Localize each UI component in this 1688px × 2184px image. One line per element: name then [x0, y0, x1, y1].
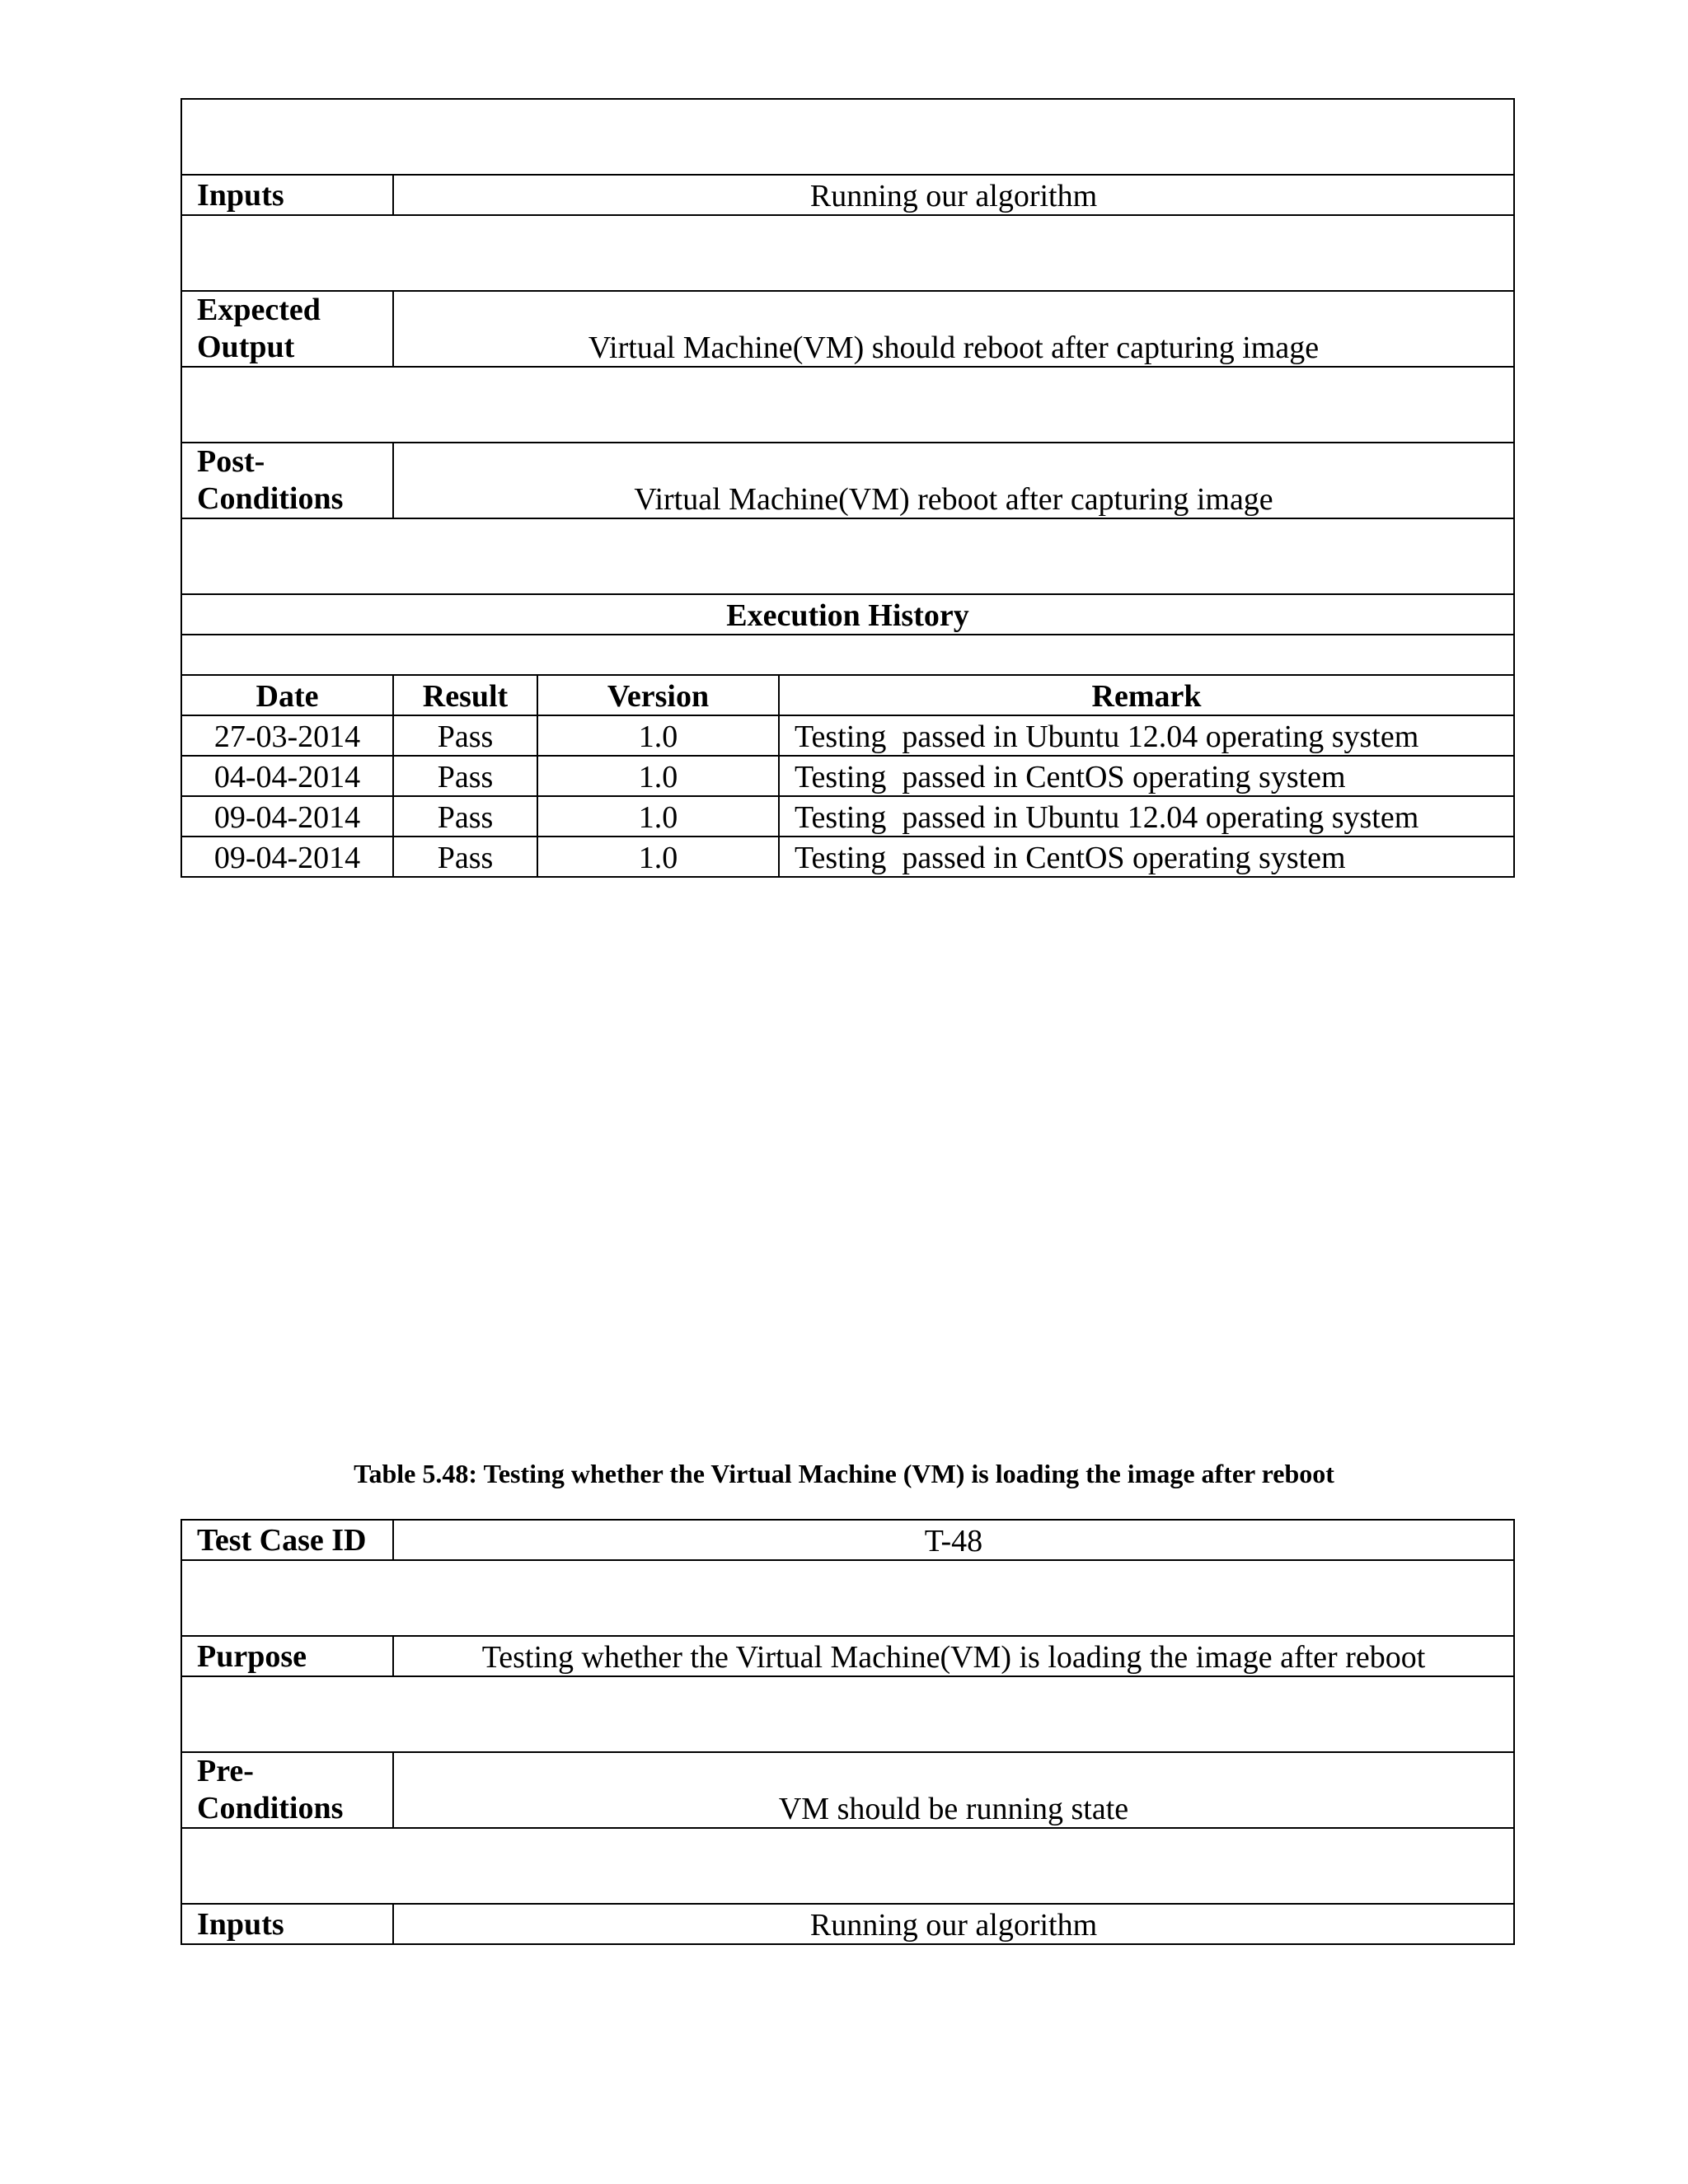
history-version: 1.0	[537, 796, 779, 837]
test-case-id-row	[181, 1520, 1514, 1560]
expected-output-row	[181, 291, 1514, 367]
blank-row	[181, 518, 1514, 594]
blank-row	[181, 367, 1514, 443]
history-result: Pass	[393, 715, 537, 756]
pre-conditions-label: Pre- Conditions	[181, 1752, 393, 1828]
history-version: 1.0	[537, 837, 779, 877]
history-version: 1.0	[537, 756, 779, 796]
test-case-table-t48	[181, 1519, 1515, 1945]
history-row	[181, 756, 1514, 796]
expected-output-value: Virtual Machine(VM) should reboot after capturing image	[393, 291, 1514, 367]
history-row	[181, 837, 1514, 877]
history-header-version: Version	[537, 675, 779, 715]
history-date: 27-03-2014	[181, 715, 393, 756]
inputs-row	[181, 1904, 1514, 1944]
pre-conditions-value: VM should be running state	[393, 1752, 1514, 1828]
post-conditions-row	[181, 443, 1514, 518]
history-header-row	[181, 675, 1514, 715]
purpose-label: Purpose	[181, 1636, 393, 1676]
blank-row	[181, 1560, 1514, 1636]
table-caption: Table 5.48: Testing whether the Virtual Machine (VM) is loading the image after reboot	[354, 1459, 1334, 1488]
history-header-date: Date	[181, 675, 393, 715]
test-case-id-value: T-48	[393, 1520, 1514, 1560]
history-version: 1.0	[537, 715, 779, 756]
history-remark: Testing passed in Ubuntu 12.04 operating system	[779, 715, 1514, 756]
history-remark: Testing passed in CentOS operating system	[779, 837, 1514, 877]
history-result: Pass	[393, 796, 537, 837]
inputs-label: Inputs	[181, 175, 393, 215]
blank-row	[181, 99, 1514, 175]
test-case-id-label: Test Case ID	[181, 1520, 393, 1560]
history-date: 09-04-2014	[181, 796, 393, 837]
history-result: Pass	[393, 756, 537, 796]
inputs-label: Inputs	[181, 1904, 393, 1944]
history-row	[181, 715, 1514, 756]
history-remark: Testing passed in CentOS operating system	[779, 756, 1514, 796]
test-case-table-continued	[181, 98, 1515, 878]
blank-row-small	[181, 635, 1514, 675]
history-header-remark: Remark	[779, 675, 1514, 715]
execution-history-row	[181, 594, 1514, 635]
blank-row	[181, 215, 1514, 291]
post-conditions-value: Virtual Machine(VM) reboot after capturing image	[393, 443, 1514, 518]
purpose-value: Testing whether the Virtual Machine(VM) is loading the image after reboot	[393, 1636, 1514, 1676]
history-date: 04-04-2014	[181, 756, 393, 796]
history-result: Pass	[393, 837, 537, 877]
pre-conditions-row	[181, 1752, 1514, 1828]
history-header-result: Result	[393, 675, 537, 715]
expected-output-label: Expected Output	[181, 291, 393, 367]
history-date: 09-04-2014	[181, 837, 393, 877]
execution-history-title: Execution History	[181, 594, 1514, 635]
blank-row	[181, 1828, 1514, 1904]
inputs-row	[181, 175, 1514, 215]
history-remark: Testing passed in Ubuntu 12.04 operating system	[779, 796, 1514, 837]
inputs-value: Running our algorithm	[393, 1904, 1514, 1944]
blank-row	[181, 1676, 1514, 1752]
purpose-row	[181, 1636, 1514, 1676]
post-conditions-label: Post- Conditions	[181, 443, 393, 518]
inputs-value: Running our algorithm	[393, 175, 1514, 215]
history-row	[181, 796, 1514, 837]
